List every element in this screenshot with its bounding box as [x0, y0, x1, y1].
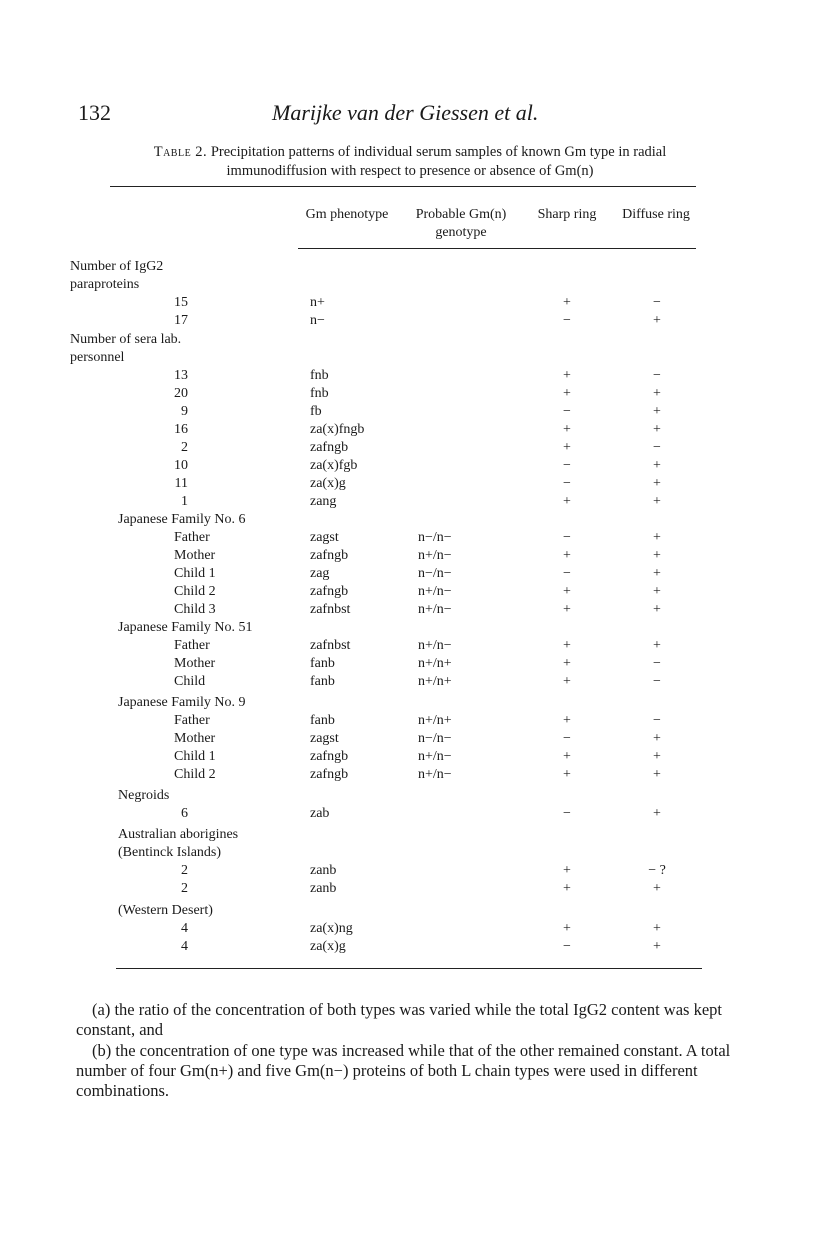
sharp-ring-result: + [563, 368, 571, 383]
gm-phenotype: zagst [310, 731, 339, 746]
row-label: Child 2 [174, 767, 216, 782]
table-label: Table 2. [153, 144, 208, 160]
gm-phenotype: za(x)ng [310, 921, 353, 936]
sharp-ring-result: + [563, 656, 571, 671]
gm-phenotype: zafngb [310, 584, 349, 599]
probable-genotype: n+/n− [418, 749, 452, 764]
table-bottom-rule [116, 968, 702, 969]
row-label: Mother [174, 731, 216, 746]
gm-phenotype: zab [310, 806, 330, 821]
sharp-ring-result: − [563, 313, 571, 328]
diffuse-ring-result: + [653, 731, 661, 746]
sharp-ring-result: + [563, 713, 571, 728]
row-label: 1 [181, 494, 188, 509]
row-label: Father [174, 530, 210, 545]
diffuse-ring-result: + [653, 386, 661, 401]
sharp-ring-result: + [563, 440, 571, 455]
diffuse-ring-result: + [653, 494, 661, 509]
probable-genotype: n−/n− [418, 566, 452, 581]
diffuse-ring-result: + [653, 530, 661, 545]
row-label: Father [174, 638, 210, 653]
row-label: 2 [181, 863, 188, 878]
header-diffuse-ring: Diffuse ring [622, 207, 690, 222]
diffuse-ring-result: − [653, 674, 661, 689]
row-label: Mother [174, 656, 216, 671]
probable-genotype: n+/n+ [418, 713, 452, 728]
sharp-ring-result: + [563, 674, 571, 689]
sharp-ring-result: + [563, 921, 571, 936]
header-genotype-line2: genotype [435, 225, 487, 240]
row-label: Child 3 [174, 602, 216, 617]
row-label: Child 1 [174, 566, 216, 581]
group-label: personnel [70, 350, 125, 365]
row-label: 10 [174, 458, 188, 473]
gm-phenotype: za(x)fgb [310, 458, 358, 473]
page-number: 132 [78, 100, 111, 125]
row-label: 11 [174, 476, 188, 491]
row-label: 16 [174, 422, 188, 437]
diffuse-ring-result: + [653, 638, 661, 653]
sharp-ring-result: − [563, 404, 571, 419]
gm-phenotype: za(x)g [310, 476, 346, 491]
sharp-ring-result: − [563, 731, 571, 746]
gm-phenotype: za(x)fngb [310, 422, 365, 437]
row-label: 6 [181, 806, 188, 821]
row-label: Child 1 [174, 749, 216, 764]
row-label: 2 [181, 440, 188, 455]
gm-phenotype: n− [310, 313, 325, 328]
diffuse-ring-result: + [653, 767, 661, 782]
gm-phenotype: zag [310, 566, 330, 581]
diffuse-ring-result: − [653, 440, 661, 455]
probable-genotype: n+/n− [418, 584, 452, 599]
sharp-ring-result: + [563, 295, 571, 310]
diffuse-ring-result: + [653, 476, 661, 491]
subgroup-label: Negroids [118, 788, 170, 803]
sharp-ring-result: + [563, 863, 571, 878]
header-genotype-line1: Probable Gm(n) [415, 207, 507, 222]
diffuse-ring-result: + [653, 422, 661, 437]
sharp-ring-result: − [563, 566, 571, 581]
group-label: Number of sera lab. [70, 332, 182, 347]
subgroup-label: (Western Desert) [118, 903, 213, 918]
probable-genotype: n+/n− [418, 548, 452, 563]
row-label: 13 [174, 368, 188, 383]
probable-genotype: n+/n+ [418, 656, 452, 671]
sharp-ring-result: − [563, 939, 571, 954]
diffuse-ring-result: − ? [648, 863, 666, 878]
diffuse-ring-result: − [653, 713, 661, 728]
paragraph-b: (b) the concentration of one type was increased while that of the other remained constant. A total number of four Gm(n+) and five Gm(n−) proteins of both L chain types were used in different combinations. [76, 1041, 731, 1100]
row-label: 20 [174, 386, 188, 401]
row-label: Child 2 [174, 584, 216, 599]
gm-phenotype: za(x)g [310, 939, 346, 954]
sharp-ring-result: − [563, 476, 571, 491]
gm-phenotype: zafngb [310, 767, 349, 782]
gm-phenotype: fanb [310, 656, 335, 671]
sharp-ring-result: + [563, 881, 571, 896]
table-caption [118, 143, 702, 181]
sharp-ring-result: + [563, 749, 571, 764]
group-label: paraproteins [70, 277, 140, 292]
sharp-ring-result: − [563, 806, 571, 821]
sharp-ring-result: + [563, 767, 571, 782]
gm-phenotype: zanb [310, 881, 337, 896]
diffuse-ring-result: + [653, 584, 661, 599]
probable-genotype: n−/n− [418, 530, 452, 545]
gm-phenotype: zagst [310, 530, 339, 545]
sharp-ring-result: − [563, 530, 571, 545]
row-label: Father [174, 713, 210, 728]
probable-genotype: n+/n− [418, 602, 452, 617]
diffuse-ring-result: + [653, 458, 661, 473]
diffuse-ring-result: − [653, 656, 661, 671]
row-label: 4 [181, 939, 188, 954]
table-caption-text: Precipitation patterns of individual serum samples of known Gm type in radial immunodiffusion with respect to presence or absence of Gm(n) [210, 144, 667, 179]
sharp-ring-result: + [563, 494, 571, 509]
row-label: Mother [174, 548, 216, 563]
subgroup-label: Japanese Family No. 6 [118, 512, 246, 527]
sharp-ring-result: + [563, 584, 571, 599]
gm-phenotype: fanb [310, 713, 335, 728]
gm-phenotype: zafnbst [310, 602, 351, 617]
paragraph-a: (a) the ratio of the concentration of both types was varied while the total IgG2 content was kept constant, and [76, 1000, 723, 1039]
sharp-ring-result: + [563, 638, 571, 653]
gm-phenotype: fanb [310, 674, 335, 689]
gm-phenotype: zang [310, 494, 337, 509]
row-label: 2 [181, 881, 188, 896]
diffuse-ring-result: + [653, 404, 661, 419]
gm-phenotype: zafngb [310, 548, 349, 563]
sharp-ring-result: + [563, 548, 571, 563]
sharp-ring-result: + [563, 422, 571, 437]
diffuse-ring-result: + [653, 548, 661, 563]
probable-genotype: n−/n− [418, 731, 452, 746]
diffuse-ring-result: + [653, 566, 661, 581]
row-label: 17 [174, 313, 188, 328]
sharp-ring-result: − [563, 458, 571, 473]
diffuse-ring-result: + [653, 602, 661, 617]
row-label: 9 [181, 404, 188, 419]
diffuse-ring-result: + [653, 806, 661, 821]
probable-genotype: n+/n+ [418, 674, 452, 689]
gm-phenotype: n+ [310, 295, 325, 310]
row-label: 15 [174, 295, 188, 310]
subgroup-label: Australian aborigines [118, 827, 239, 842]
sharp-ring-result: + [563, 386, 571, 401]
group-label: Number of IgG2 [70, 259, 164, 274]
diffuse-ring-result: + [653, 313, 661, 328]
gm-phenotype: zafngb [310, 440, 349, 455]
header-phenotype: Gm phenotype [305, 207, 389, 222]
row-label: Child [174, 674, 206, 689]
diffuse-ring-result: − [653, 295, 661, 310]
header-rule [298, 248, 696, 249]
diffuse-ring-result: + [653, 921, 661, 936]
diffuse-ring-result: + [653, 881, 661, 896]
gm-phenotype: zafnbst [310, 638, 351, 653]
running-head: Marijke van der Giessen et al. [272, 100, 539, 125]
row-label: 4 [181, 921, 188, 936]
gm-phenotype: fb [310, 404, 322, 419]
table-top-rule [110, 186, 696, 187]
probable-genotype: n+/n− [418, 638, 452, 653]
gm-phenotype: zafngb [310, 749, 349, 764]
gm-phenotype: zanb [310, 863, 337, 878]
diffuse-ring-result: + [653, 939, 661, 954]
sharp-ring-result: + [563, 602, 571, 617]
gm-phenotype: fnb [310, 368, 329, 383]
subgroup-label: Japanese Family No. 51 [118, 620, 253, 635]
probable-genotype: n+/n− [418, 767, 452, 782]
gm-phenotype: fnb [310, 386, 329, 401]
header-sharp-ring: Sharp ring [537, 207, 597, 222]
subgroup-label: Japanese Family No. 9 [118, 695, 246, 710]
subgroup-label: (Bentinck Islands) [118, 845, 222, 860]
diffuse-ring-result: − [653, 368, 661, 383]
diffuse-ring-result: + [653, 749, 661, 764]
